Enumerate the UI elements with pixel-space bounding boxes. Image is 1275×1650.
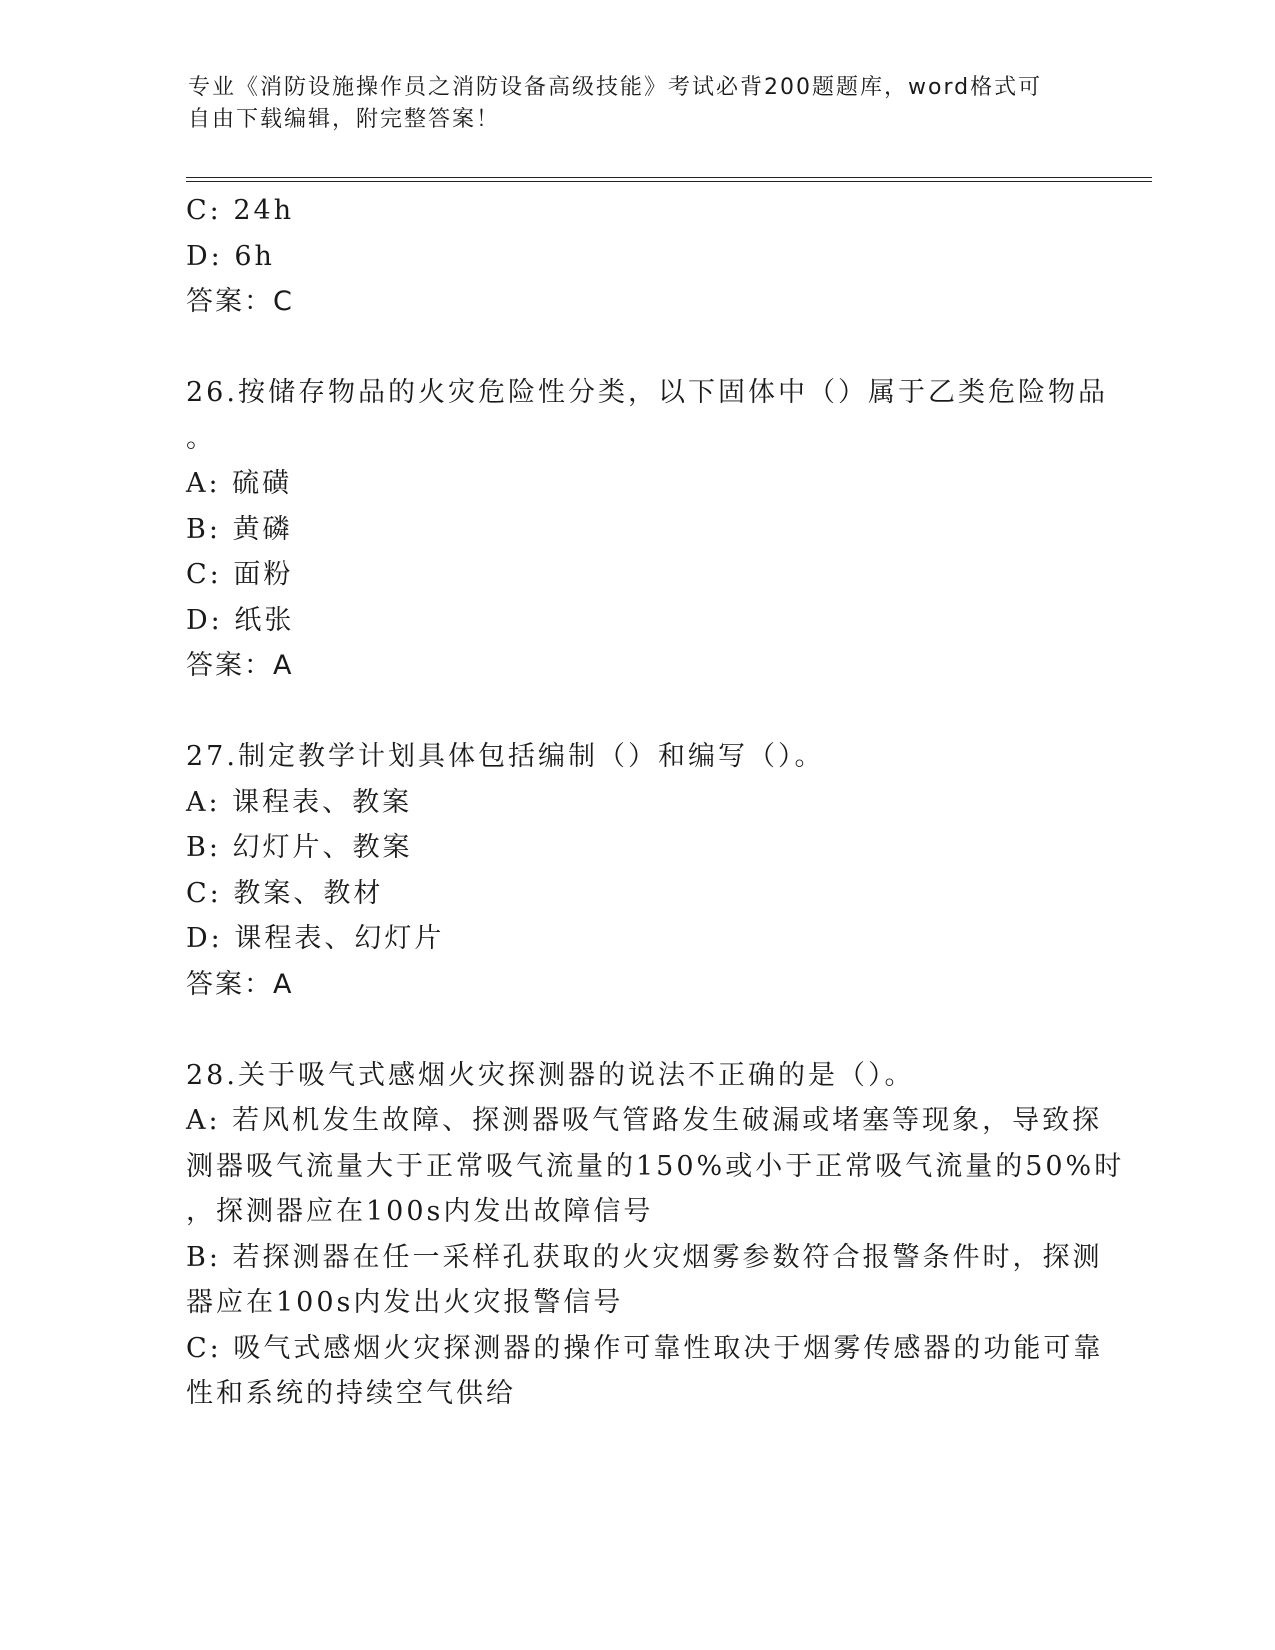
header-line-2: 自由下载编辑，附完整答案！ [188, 107, 501, 132]
spacer [186, 325, 1066, 371]
header-rule-bottom [186, 181, 1152, 182]
question-25-tail [186, 188, 1066, 325]
q26-stem-line-2: 。 [186, 422, 216, 454]
q27-option-d: D: 课程表、幻灯片 [186, 923, 445, 954]
q27-stem: 27.制定教学计划具体包括编制（）和编写（）。 [186, 741, 825, 772]
question-26 [186, 370, 1108, 689]
q25-option-c: C: 24h [186, 195, 295, 226]
q28-option-b-line-2: 器应在100s内发出火灾报警信号 [186, 1287, 624, 1318]
q26-answer: 答案：A [186, 650, 294, 681]
q28-option-c-line-2: 性和系统的持续空气供给 [186, 1378, 516, 1409]
q27-option-a: A: 课程表、教案 [186, 786, 413, 818]
q28-option-a-line-3: ，探测器应在100s内发出故障信号 [186, 1196, 654, 1227]
question-28 [186, 1053, 1125, 1417]
q26-option-b: B: 黄磷 [186, 513, 293, 545]
q27-option-c: C: 教案、教材 [186, 877, 384, 909]
header-rule-top [186, 177, 1152, 178]
q26-option-c: C: 面粉 [186, 559, 294, 590]
spacer [186, 689, 1066, 735]
header-line-1: 专业《消防设施操作员之消防设备高级技能》考试必背200题题库，word格式可 [188, 75, 1043, 100]
q26-stem-line-1: 26.按储存物品的火灾危险性分类，以下固体中（）属于乙类危险物品 [186, 377, 1108, 408]
q25-option-d: D: 6h [186, 240, 275, 272]
q28-option-a-line-2: 测器吸气流量大于正常吸气流量的150%或小于正常吸气流量的50%时 [186, 1150, 1125, 1182]
q26-option-a: A: 硫磺 [186, 468, 293, 499]
q27-answer: 答案：A [186, 968, 294, 1000]
question-27 [186, 734, 1066, 1007]
spacer [186, 1007, 1066, 1053]
q28-option-c-line-1: C: 吸气式感烟火灾探测器的操作可靠性取决于烟雾传感器的功能可靠 [186, 1332, 1104, 1364]
q25-answer: 答案：C [186, 286, 294, 317]
document-body [186, 188, 1125, 1417]
q28-stem: 28.关于吸气式感烟火灾探测器的说法不正确的是（）。 [186, 1059, 915, 1091]
document-header [188, 72, 1088, 136]
q28-option-a-line-1: A: 若风机发生故障、探测器吸气管路发生破漏或堵塞等现象，导致探 [186, 1105, 1103, 1136]
q28-option-b-line-1: B: 若探测器在任一采样孔获取的火灾烟雾参数符合报警条件时，探测 [186, 1241, 1103, 1273]
q27-option-b: B: 幻灯片、教案 [186, 832, 413, 863]
q26-option-d: D: 纸张 [186, 604, 295, 636]
